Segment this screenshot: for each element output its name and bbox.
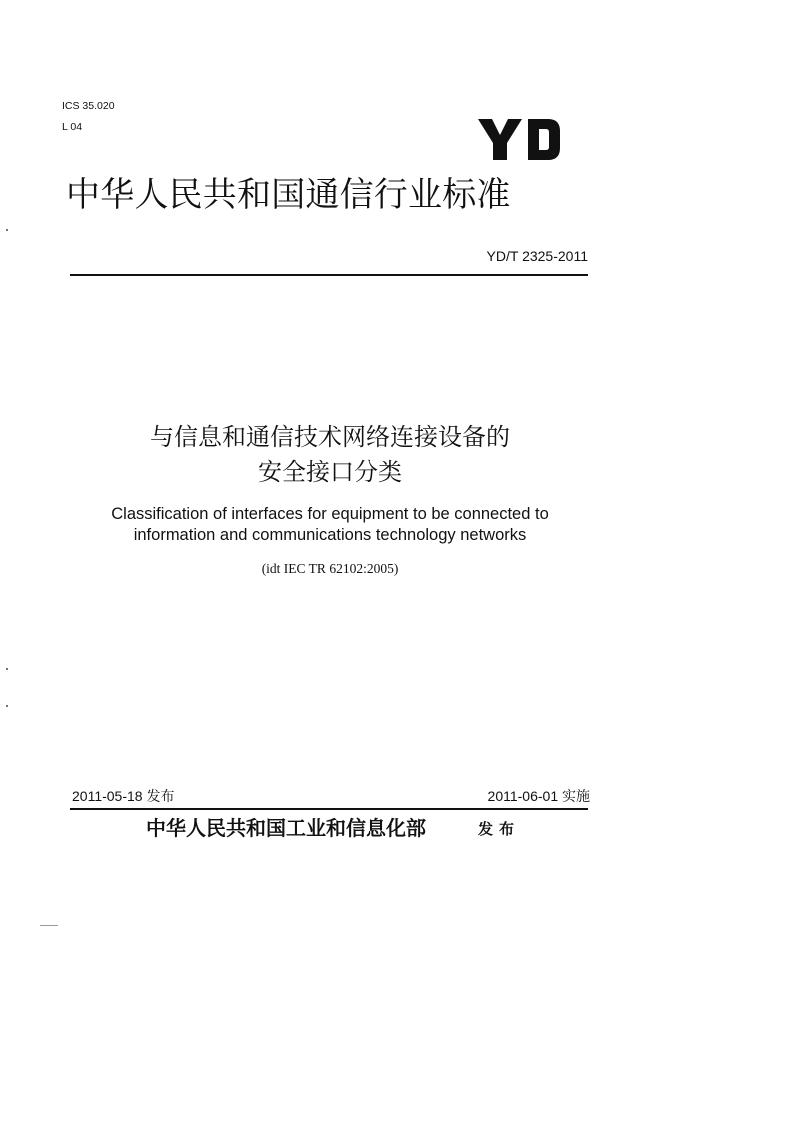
logo-letter-d: [528, 119, 560, 160]
logo-letter-y: [478, 119, 522, 160]
footer-divider: [70, 808, 588, 810]
title-en-line2: information and communications technology networks: [133, 526, 527, 544]
implementation-date: 2011-06-01 实施: [487, 788, 590, 804]
standard-number: YD/T 2325-2011: [486, 248, 588, 264]
identical-standard-reference: (idt IEC TR 62102:2005): [261, 561, 399, 576]
scan-mark: [40, 925, 58, 926]
scan-speck: [6, 668, 8, 670]
title-en-line1: Classification of interfaces for equipment to be connected to: [111, 505, 549, 523]
ics-code: ICS 35.020: [62, 100, 115, 112]
issuing-authority: 中华人民共和国工业和信息化部: [146, 816, 426, 840]
standard-category-title: 中华人民共和国通信行业标准: [66, 175, 511, 215]
header-divider: [70, 274, 588, 276]
scan-speck: [6, 705, 8, 707]
scan-speck: [6, 229, 8, 231]
title-zh-line2: 安全接口分类: [258, 458, 402, 486]
classification-code: L 04: [62, 121, 83, 133]
issue-date: 2011-05-18 发布: [72, 788, 175, 804]
issue-label: 发布: [478, 820, 521, 838]
title-zh-line1: 与信息和通信技术网络连接设备的: [150, 423, 510, 451]
yd-logo: [478, 117, 560, 162]
